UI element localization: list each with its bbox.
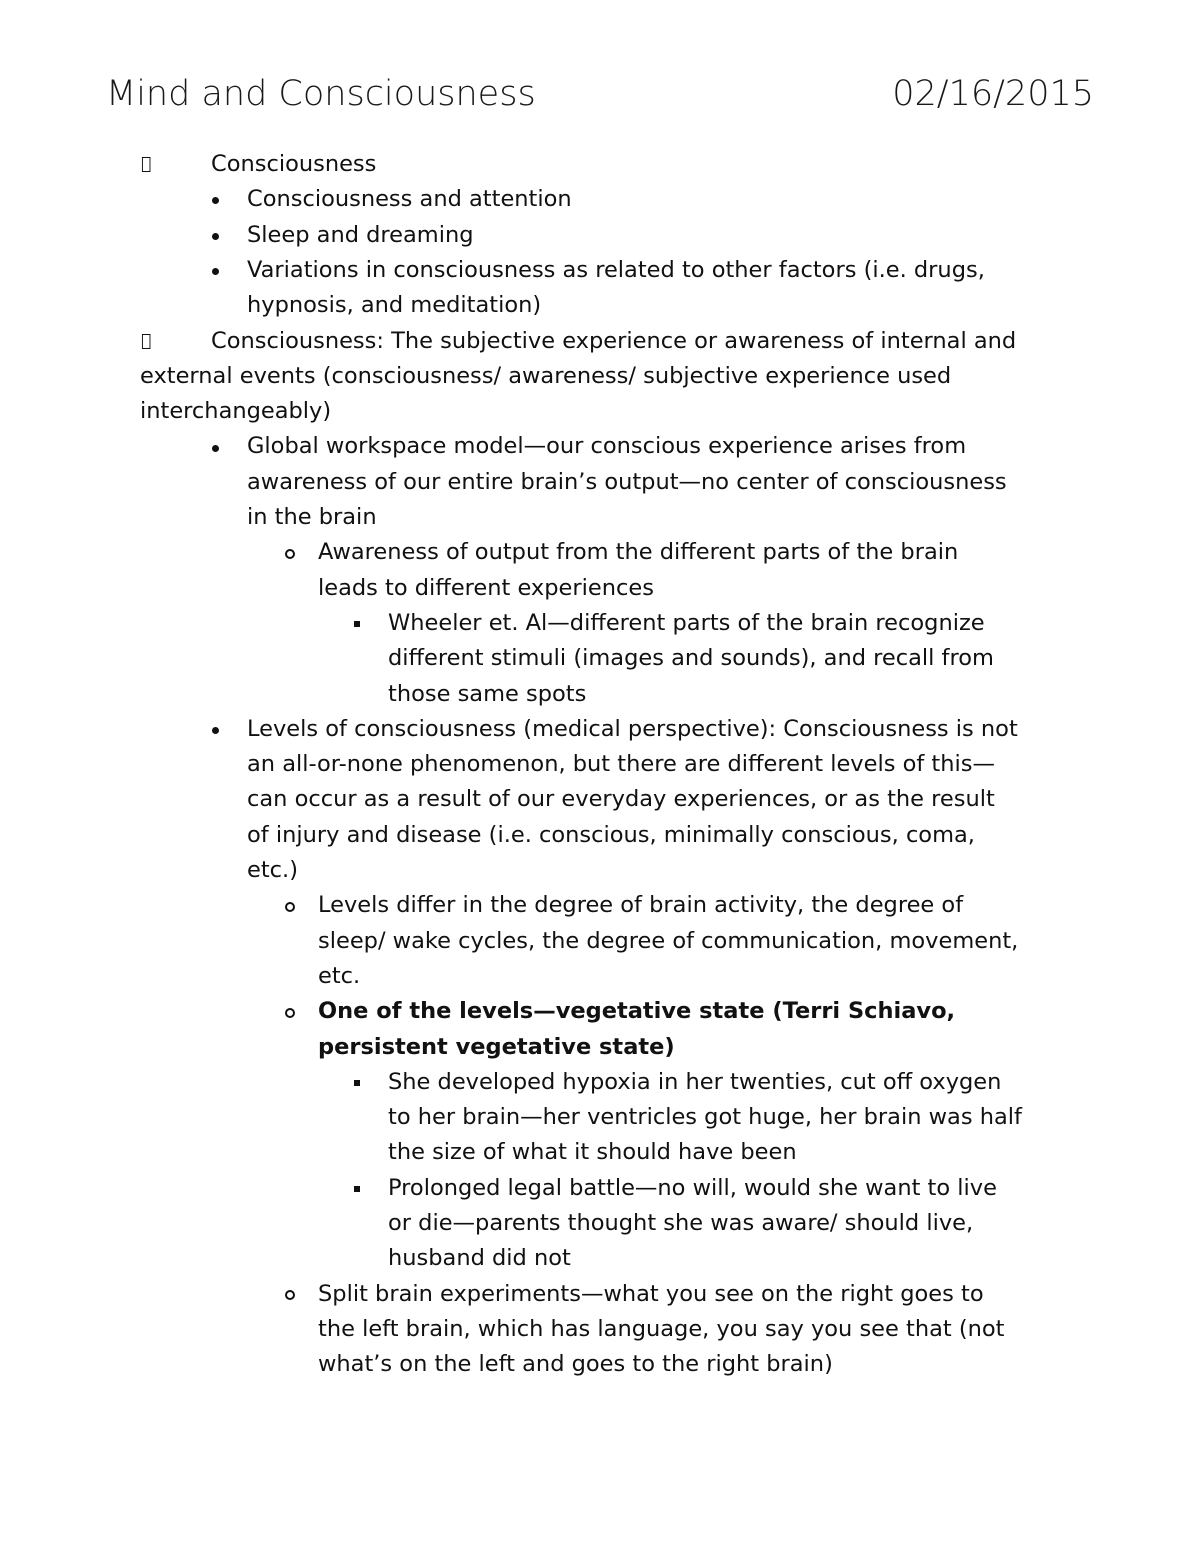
note-line: what’s on the left and goes to the right brain) <box>318 1351 833 1378</box>
note-line: Wheeler et. Al—different parts of the brain recognize <box>388 609 985 636</box>
outline-marker-icon <box>141 147 151 182</box>
note-line: One of the levels—vegetative state (Terri Schiavo, <box>318 998 956 1025</box>
note-line: Consciousness: The subjective experience or awareness of internal and <box>211 327 1017 354</box>
page-header <box>106 70 1094 120</box>
note-line: sleep/ wake cycles, the degree of communication, movement, <box>318 927 1019 954</box>
note-line: interchangeably) <box>140 398 332 425</box>
note-line: Consciousness <box>211 151 377 177</box>
note-line: to her brain—her ventricles got huge, her brain was half <box>388 1104 1022 1131</box>
note-line: Variations in consciousness as related to other factors (i.e. drugs, <box>247 256 985 283</box>
note-line: or die—parents thought she was aware/ should live, <box>388 1210 974 1236</box>
note-line: etc. <box>318 962 361 989</box>
note-line: leads to different experiences <box>318 574 654 601</box>
circle-bullet-icon <box>285 902 295 912</box>
disc-bullet-icon <box>212 727 219 734</box>
note-line: etc.) <box>247 857 298 883</box>
note-line: external events (consciousness/ awareness/ subjective experience used <box>140 362 952 389</box>
note-line: those same spots <box>388 680 587 707</box>
note-line: Consciousness and attention <box>247 186 572 213</box>
note-line: Prolonged legal battle—no will, would she want to live <box>388 1174 997 1201</box>
disc-bullet-icon <box>212 233 219 240</box>
square-bullet-icon <box>354 1080 360 1086</box>
note-line: the size of what it should have been <box>388 1139 797 1166</box>
note-line: the left brain, which has language, you say you see that (not <box>318 1315 1005 1342</box>
note-line: She developed hypoxia in her twenties, cut off oxygen <box>388 1068 1002 1095</box>
note-line: hypnosis, and meditation) <box>247 292 542 319</box>
note-line: in the brain <box>247 504 377 530</box>
note-line: husband did not <box>388 1245 571 1272</box>
square-bullet-icon <box>354 1186 360 1192</box>
note-line: Levels differ in the degree of brain activity, the degree of <box>318 892 964 919</box>
note-line: Split brain experiments—what you see on the right goes to <box>318 1280 984 1307</box>
note-line: persistent vegetative state) <box>318 1033 675 1060</box>
square-bullet-icon <box>354 621 360 627</box>
outline-marker-icon <box>141 324 151 359</box>
note-line: Awareness of output from the different parts of the brain <box>318 539 959 566</box>
circle-bullet-icon <box>285 549 295 559</box>
note-line: can occur as a result of our everyday experiences, or as the result <box>247 786 995 813</box>
circle-bullet-icon <box>285 1290 295 1300</box>
circle-bullet-icon <box>285 1008 295 1018</box>
note-line: different stimuli (images and sounds), and recall from <box>388 645 994 672</box>
disc-bullet-icon <box>212 268 219 275</box>
page-title: Mind and Consciousness <box>106 74 536 114</box>
note-line: an all-or-none phenomenon, but there are different levels of this— <box>247 751 995 778</box>
disc-bullet-icon <box>212 445 219 452</box>
note-line: of injury and disease (i.e. conscious, minimally conscious, coma, <box>247 821 975 848</box>
note-line: Levels of consciousness (medical perspective): Consciousness is not <box>247 715 1018 742</box>
note-line: Sleep and dreaming <box>247 221 474 248</box>
note-line: Global workspace model—our conscious experience arises from <box>247 433 967 460</box>
page-date: 02/16/2015 <box>892 74 1094 114</box>
disc-bullet-icon <box>212 197 219 204</box>
note-line: awareness of our entire brain’s output—no center of consciousness <box>247 468 1007 495</box>
